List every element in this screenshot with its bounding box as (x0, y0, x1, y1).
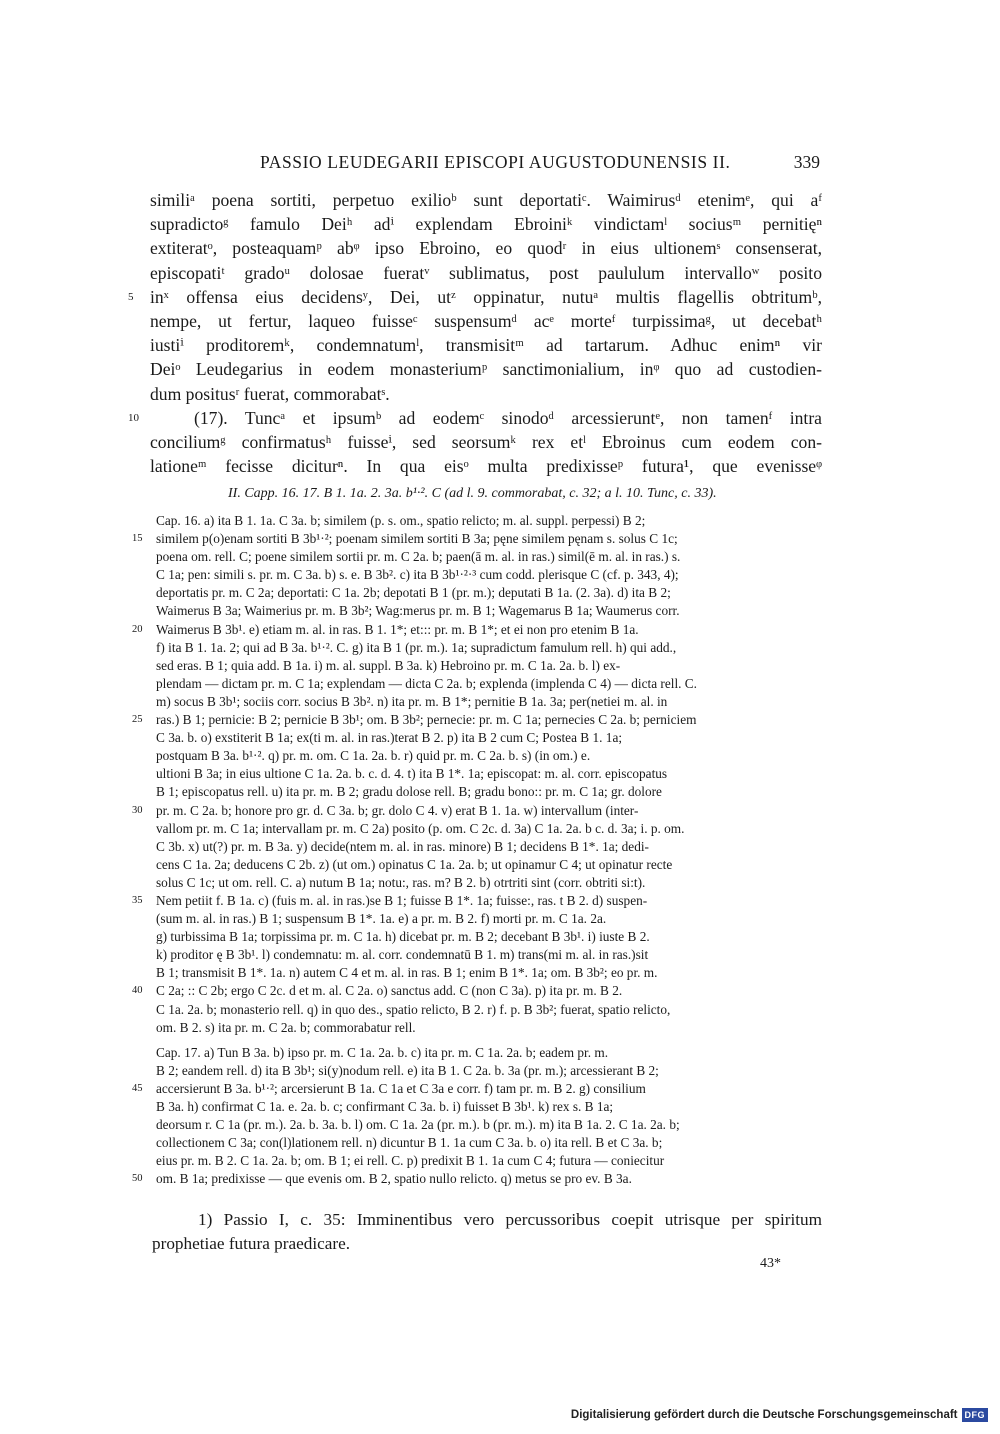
text-line (150, 382, 822, 406)
main-text (128, 188, 822, 478)
text-line (150, 236, 822, 260)
text-line (150, 430, 822, 454)
text-line (150, 333, 822, 357)
apparatus-line (156, 602, 822, 620)
apparatus-text: B 1; transmisit B 1*. 1a. n) autem C 4 et m. al. in ras. B 1; enim B 1*. 1a; om. B 3b²; eo pr. m. (156, 965, 658, 981)
apparatus-line (156, 584, 822, 602)
apparatus-text: poena om. rell. C; poene similem sortii pr. m. C 2a. b; paen(ā m. al. in ras.) simil(ē m. al. in ras.) s. (156, 549, 681, 565)
apparatus-line (156, 747, 822, 765)
apparatus-line (156, 765, 822, 783)
line-number: 35 (132, 894, 143, 906)
line-number: 30 (132, 804, 143, 816)
apparatus-line (156, 874, 822, 892)
apparatus-line (132, 982, 822, 1000)
text-line (150, 212, 822, 236)
line-text: lationeᵐ fecisse diciturⁿ. In qua eisᵒ multa predixisseᵖ futura¹, que evenisseᵠ (150, 456, 822, 477)
apparatus-text: deorsum r. C 1a (pr. m.). 2a. b. 3a. b. l) om. C 1a. 2a (pr. m.). b (pr. m.). m) ita B 1a. 2. C 1a. 2a. b; (156, 1117, 680, 1133)
line-number: 45 (132, 1082, 143, 1094)
apparatus-text: (sum m. al. in ras.) B 1; suspensum B 1*. 1a. e) a pr. m. B 2. f) morti pr. m. C 1a. 2a. (156, 911, 607, 927)
footnote (152, 1208, 822, 1256)
apparatus-line (156, 820, 822, 838)
line-text: (17). Tuncᵃ et ipsumᵇ ad eodemᶜ sinodoᵈ arcessieruntᵉ, non tamenᶠ intra (194, 407, 822, 428)
apparatus-text: pr. m. C 2a. b; honore pro gr. d. C 3a. b; gr. dolo C 4. v) erat B 1. 1a. w) intervallum (inter- (156, 802, 639, 818)
apparatus-line (132, 1080, 822, 1098)
apparatus-text: deportatis pr. m. C 2a; deportati: C 1a. 2b; depotati B 1 (pr. m.); deputati B 1a. (2. 3a). d) ita B 2; (156, 585, 671, 601)
apparatus-text: m) socus B 3b¹; sociis corr. socius B 3b². n) ita pr. m. B 1*; pernitie B 1a. 3a; per(netiei m. al. in (156, 693, 668, 709)
critical-apparatus (132, 512, 822, 1188)
running-title: PASSIO LEUDEGARII EPISCOPI AUGUSTODUNENSIS II. (260, 152, 731, 172)
apparatus-heading: II. Capp. 16. 17. B 1. 1a. 2. 3a. b¹·². C (ad l. 9. commorabat, c. 32; a l. 10. Tunc, c. 33). (228, 486, 717, 501)
apparatus-text: om. B 1a; predixisse — que evenis om. B 2, spatio nullo relicto. q) metus se pro ev. B 3a. (156, 1171, 632, 1187)
apparatus-line (156, 856, 822, 874)
apparatus-text: g) turbissima B 1a; torpissima pr. m. C 1a. h) dicebat pr. m. B 2; decebant B 3b¹. i) iuste B 2. (156, 929, 650, 945)
line-number: 20 (132, 623, 143, 635)
apparatus-text: postquam B 3a. b¹·². q) pr. m. om. C 1a. 2a. b. r) quid pr. m. C 2a. b. s) (in om.) e. (156, 748, 591, 764)
apparatus-text: C 2a; :: C 2b; ergo C 2c. d et m. al. C 2a. o) sanctus add. C (non C 3a). p) ita pr. m. B 2. (156, 983, 623, 999)
apparatus-text: C 3a. b. o) exstiterit B 1a; ex(ti m. al. in ras.)terat B 2. p) ita B 2 cum C; Postea B 1. 1a; (156, 730, 623, 746)
page-number: 339 (793, 152, 820, 172)
line-number: 15 (132, 533, 143, 545)
apparatus-line (156, 639, 822, 657)
apparatus-text: C 1a; pen: simili s. pr. m. C 3a. b) s. e. B 3b². c) ita B 3b¹·²·³ cum codd. plerisque C (cf. p. 343, 4); (156, 567, 679, 583)
apparatus-text: k) proditor ę B 3b¹. l) condemnatu: m. al. corr. condemnatū B 1. m) trans(mi m. al. in ras.)sit (156, 947, 649, 963)
apparatus-line (156, 1044, 822, 1062)
line-number: 25 (132, 714, 143, 726)
footnote-line: prophetiae futura praedicare. (152, 1234, 351, 1253)
text-line (150, 357, 822, 381)
text-line (150, 188, 822, 212)
apparatus-text: B 1; episcopatus rell. u) ita pr. m. B 2; gradu dolose rell. B; gradu bono:: pr. m. C 1a; gr. dolore (156, 784, 662, 800)
apparatus-line (156, 675, 822, 693)
apparatus-text: om. B 2. s) ita pr. m. C 2a. b; commorabatur rell. (156, 1019, 416, 1035)
apparatus-text: Waimerus B 3a; Waimerius pr. m. B 3b²; Wag:merus pr. m. B 1; Wagemarus B 1a; Waumerus corr. (156, 603, 680, 619)
apparatus-text: plendam — dictam pr. m. C 1a; explendam — dicta C 2a. b; explenda (implenda C 4) — dicta rell. C. (156, 675, 697, 691)
line-text: nempe, ut fertur, laqueo fuisseᶜ suspensumᵈ acᵉ morteᶠ turpissimaᵍ, ut decebatʰ (150, 310, 822, 331)
apparatus-line (156, 946, 822, 964)
apparatus-line (156, 1019, 822, 1037)
text-line (150, 454, 822, 478)
apparatus-text: Cap. 17. a) Tun B 3a. b) ipso pr. m. C 1a. 2a. b. c) ita pr. m. C 1a. 2a. b; eadem pr. m. (156, 1044, 609, 1060)
apparatus-text: ultioni B 3a; in eius ultione C 1a. 2a. b. c. d. 4. t) ita B 1*. 1a; episcopat: m. al. corr. episcopatus (156, 766, 668, 782)
apparatus-line (156, 1152, 822, 1170)
apparatus-text: B 3a. h) confirmat C 1a. e. 2a. b. c; confirmant C 3a. b. i) fuisset B 3b¹. k) rex s. B 1a; (156, 1099, 614, 1114)
apparatus-text: similem p(o)enam sortiti B 3b¹·²; poenam similem sortiti B 3a; pęne similem pęnam s. solus C 1c; (156, 531, 678, 547)
apparatus-text: B 2; eandem rell. d) ita B 3b¹; si(y)nodum rell. e) ita B 1. C 2a. b. 3a (pr. m.); arcessierant B 2; (156, 1062, 659, 1078)
apparatus-text: Waimerus B 3b¹. e) etiam m. al. in ras. B 1. 1*; et::: pr. m. B 1*; et ei non pro etenim B 1a. (156, 621, 639, 637)
apparatus-text: Nem petiit f. B 1a. c) (fuis m. al. in ras.)se B 1; fuisse B 1*. 1a; fuisse:, ras. t B 2. d) suspen- (156, 892, 648, 908)
apparatus-text: f) ita B 1. 1a. 2; qui ad B 3a. b¹·². C. g) ita B 1 (pr. m.). 1a; supradictum famulum rell. h) qui add., (156, 639, 677, 655)
apparatus-line (132, 530, 822, 548)
line-text: Deiᵒ Leudegarius in eodem monasteriumᵖ sanctimonialium, inᵠ quo ad custodien- (150, 359, 822, 380)
apparatus-line (156, 1116, 822, 1134)
apparatus-line (156, 1098, 822, 1116)
apparatus-line (156, 910, 822, 928)
apparatus-line (156, 657, 822, 675)
apparatus-line (156, 1062, 822, 1080)
apparatus-text: cens C 1a. 2a; deducens C 2b. z) (ut om.) opinatus C 1a. 2a. b; ut opinamur C 4; ut opinatur recte (156, 856, 673, 872)
apparatus-line (132, 892, 822, 910)
apparatus-line (156, 1134, 822, 1152)
digitization-note: Digitalisierung gefördert durch die Deutsche Forschungsgemeinschaft (570, 1409, 958, 1421)
line-number: 5 (128, 290, 134, 303)
line-number: 50 (132, 1173, 143, 1185)
line-text: iustiⁱ proditoremᵏ, condemnatumˡ, transmisitᵐ ad tartarum. Adhuc enimⁿ vir (150, 335, 822, 356)
apparatus-line (132, 1170, 822, 1188)
line-text: episcopatiᵗ gradoᵘ dolosae fueratᵛ sublimatus, post paululum intervalloʷ posito (150, 262, 822, 283)
apparatus-text: accersierunt B 3a. b¹·²; arcersierunt B 1a. C 1a et C 3a e corr. f) tam pr. m. B 2. g) consilium (156, 1080, 646, 1096)
digitization-credit (571, 1408, 988, 1422)
apparatus-text: Cap. 16. a) ita B 1. 1a. C 3a. b; similem (p. s. om., spatio relicto; m. al. suppl. perpessi) B 2; (156, 513, 646, 528)
apparatus-text: sed eras. B 1; quia add. B 1a. i) m. al. suppl. B 3a. k) Hebroino pr. m. C 1a. 2a. b. l) ex- (156, 657, 621, 673)
text-line (128, 406, 822, 430)
apparatus-line (156, 783, 822, 801)
apparatus-line (156, 548, 822, 566)
apparatus-line (156, 1001, 822, 1019)
running-head (150, 152, 820, 174)
line-text: dum positusʳ fuerat, commorabatˢ. (150, 383, 390, 404)
apparatus-line (132, 711, 822, 729)
apparatus-line (132, 621, 822, 639)
apparatus-text: collectionem C 3a; con(l)lationem rell. n) dicuntur B 1. 1a cum C 3a. b. o) ita rell. B et C 3a. b; (156, 1135, 663, 1151)
line-number: 40 (132, 985, 143, 997)
text-line (150, 309, 822, 333)
line-text: conciliumᵍ confirmatusʰ fuisseⁱ, sed seorsumᵏ rex etˡ Ebroinus cum eodem con- (150, 431, 822, 452)
apparatus-line (156, 566, 822, 584)
line-number: 10 (128, 411, 139, 424)
apparatus-text: solus C 1c; ut om. rell. C. a) nutum B 1a; notu:, ras. m? B 2. b) otrtriti sint (corr. obtriti si:t). (156, 874, 646, 890)
apparatus-line (156, 964, 822, 982)
line-text: supradictoᵍ famulo Deiʰ adⁱ explendam Ebroiniᵏ vindictamˡ sociusᵐ pernitięⁿ (150, 214, 822, 235)
dfg-logo-icon: DFG (962, 1408, 989, 1422)
line-text: inˣ offensa eius decidensʸ, Dei, utᶻ oppinatur, nutuᵃ multis flagellis obtritumᵇ, (150, 286, 822, 307)
line-text: similiᵃ poena sortiti, perpetuo exilioᵇ sunt deportatiᶜ. Waimirusᵈ etenimᵉ, qui aᶠ (150, 190, 822, 210)
apparatus-text: ras.) B 1; pernicie: B 2; pernicie B 3b¹; om. B 3b²; pernecie: pr. m. C 1a; pernecies C 2a. b; perniciem (156, 712, 697, 728)
line-text: extiteratᵒ, posteaquamᵖ abᵠ ipso Ebroino, eo quodʳ in eius ultionemˢ consenserat, (150, 238, 822, 259)
footnote-line: 1) Passio I, c. 35: Imminentibus vero percussoribus coepit utrisque per spiritum (198, 1210, 822, 1229)
apparatus-line (156, 928, 822, 946)
apparatus-text: eius pr. m. B 2. C 1a. 2a. b; om. B 1; ei rell. C. p) predixit B 1. 1a cum C 4; futura — coniecitur (156, 1153, 665, 1169)
text-line (128, 285, 822, 309)
signature-mark: 43* (760, 1256, 781, 1271)
apparatus-line (156, 838, 822, 856)
apparatus-line (132, 802, 822, 820)
text-line (150, 261, 822, 285)
apparatus-text: vallom pr. m. C 1a; intervallam pr. m. C 2a) posito (p. om. C 2c. d. 3a) C 1a. 2a. b c. d. 3a; i. p. om. (156, 820, 685, 836)
apparatus-line (156, 512, 822, 530)
apparatus-line (156, 693, 822, 711)
apparatus-text: C 1a. 2a. b; monasterio rell. q) in quo des., spatio relicto, B 2. r) f. p. B 3b²; fuerat, spatio relicto, (156, 1001, 671, 1017)
apparatus-text: C 3b. x) ut(?) pr. m. B 3a. y) decide(ntem m. al. in ras. minore) B 1; decidens B 1*. 1a; dedi- (156, 838, 649, 854)
apparatus-line (156, 729, 822, 747)
